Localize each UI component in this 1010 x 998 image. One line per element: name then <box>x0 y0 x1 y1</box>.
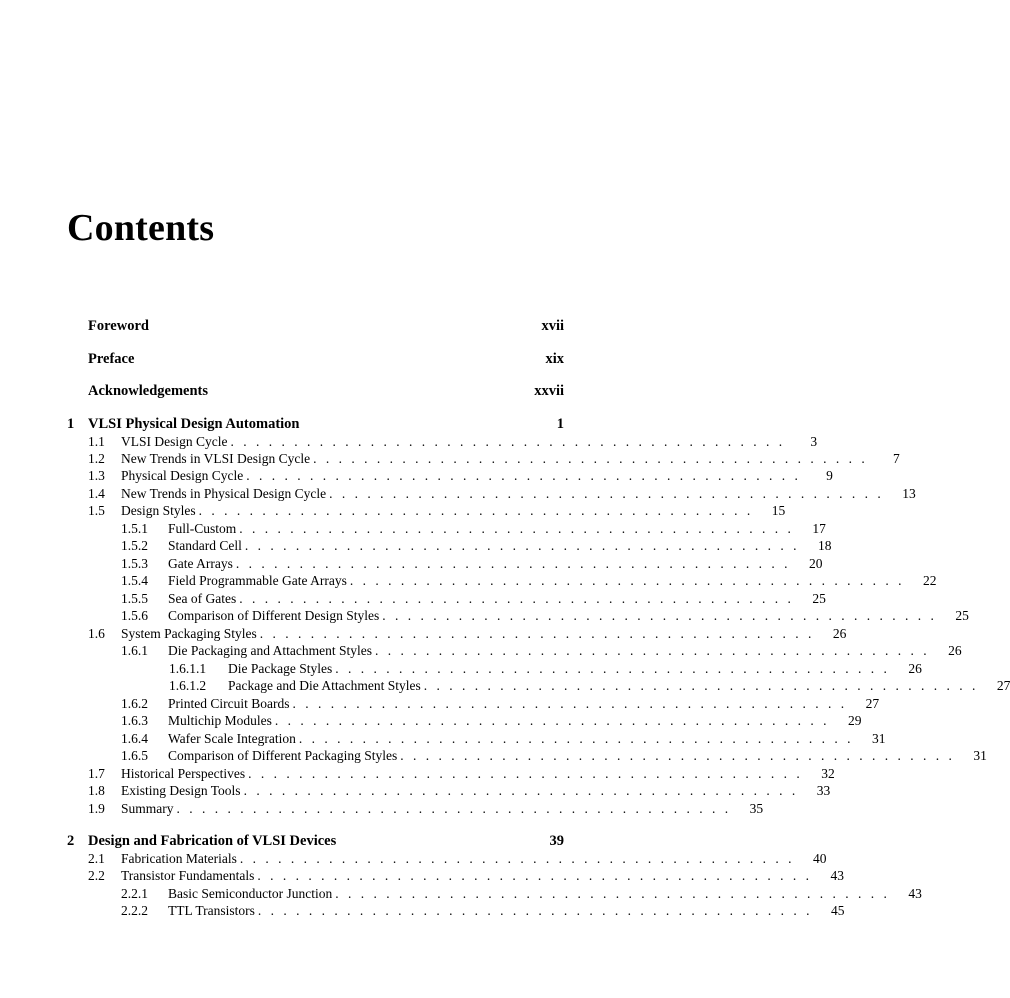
toc-entry-number: 1.5.1 <box>121 521 148 536</box>
toc-entry[interactable] <box>121 573 937 590</box>
toc-entry-page: 31 <box>871 731 886 746</box>
toc-entry-page: 13 <box>902 486 916 501</box>
toc-entry-page: 26 <box>908 661 922 676</box>
toc-entry-title: Existing Design Tools <box>121 783 241 798</box>
toc-entry-title: TTL Transistors <box>168 903 255 918</box>
toc-dot-leader: . . . . . . . . . . . . . . . . . . . . . . . . . . . . . . . . . . . . . . . . . . . . <box>239 851 795 866</box>
toc-front-page: xvii <box>541 318 564 334</box>
toc-dot-leader: . . . . . . . . . . . . . . . . . . . . . . . . . . . . . . . . . . . . . . . . . . . . <box>230 434 786 449</box>
toc-entry-title: New Trends in Physical Design Cycle <box>121 486 327 501</box>
toc-chapter-title: Design and Fabrication of VLSI Devices <box>88 833 337 849</box>
toc-entry-number: 2.1 <box>88 851 105 866</box>
toc-entry-number: 1.5 <box>88 503 105 518</box>
toc-entry[interactable] <box>121 556 823 573</box>
toc-entry-page: 31 <box>973 748 987 763</box>
toc-entry-page: 32 <box>821 766 835 781</box>
toc-entry-title: Die Packaging and Attachment Styles <box>168 643 372 658</box>
toc-entry-page: 3 <box>810 434 818 449</box>
toc-entry[interactable] <box>121 731 886 748</box>
toc-entry-page: 27 <box>996 678 1010 693</box>
toc-dot-leader: . . . . . . . . . . . . . . . . . . . . . . . . . . . . . . . . . . . . . . . . . . . . <box>239 521 794 536</box>
toc-dot-leader: . . . . . . . . . . . . . . . . . . . . . . . . . . . . . . . . . . . . . . . . . . . . <box>257 868 813 883</box>
toc-dot-leader: . . . . . . . . . . . . . . . . . . . . . . . . . . . . . . . . . . . . . . . . . . . . <box>259 626 815 641</box>
toc-entry-number: 1.8 <box>88 783 105 798</box>
toc-front-title: Acknowledgements <box>88 383 209 399</box>
toc-front-acknowledgements[interactable] <box>88 383 564 400</box>
toc-entry-number: 1.6.1.1 <box>169 661 207 676</box>
toc-entry-page: 26 <box>832 626 847 641</box>
toc-entry-page: 40 <box>812 851 827 866</box>
toc-dot-leader: . . . . . . . . . . . . . . . . . . . . . . . . . . . . . . . . . . . . . . . . . . . . <box>335 661 890 676</box>
toc-entry-page: 15 <box>771 503 786 518</box>
toc-entry-title: Sea of Gates <box>168 591 237 606</box>
toc-entry[interactable] <box>88 783 831 800</box>
toc-entry-page: 22 <box>922 573 937 588</box>
toc-front-page: xix <box>545 351 564 367</box>
toc-dot-leader: . . . . . . . . . . . . . . . . . . . . . . . . . . . . . . . . . . . . . . . . . . . . <box>244 538 800 553</box>
toc-chapter-number: 2 <box>67 833 75 849</box>
toc-entry[interactable] <box>121 903 845 920</box>
toc-entry-title: Gate Arrays <box>168 556 233 571</box>
toc-chapter-number: 1 <box>67 416 75 432</box>
toc-dot-leader: . . . . . . . . . . . . . . . . . . . . . . . . . . . . . . . . . . . . . . . . . . . . <box>176 801 732 816</box>
toc-entry[interactable] <box>121 748 987 765</box>
toc-dot-leader: . . . . . . . . . . . . . . . . . . . . . . . . . . . . . . . . . . . . . . . . . . . . <box>248 766 803 781</box>
toc-entry-page: 43 <box>830 868 845 883</box>
toc-entry-page: 35 <box>749 801 764 816</box>
toc-dot-leader: . . . . . . . . . . . . . . . . . . . . . . . . . . . . . . . . . . . . . . . . . . . . <box>246 468 801 483</box>
toc-entry-page: 27 <box>865 696 880 711</box>
toc-front-page: xxvii <box>534 383 564 399</box>
toc-entry-page: 25 <box>812 591 826 606</box>
toc-front-preface[interactable] <box>88 351 564 368</box>
toc-entry-number: 1.6.1.2 <box>169 678 207 693</box>
toc-entry-page: 26 <box>948 643 962 658</box>
toc-entry[interactable] <box>88 434 818 451</box>
toc-entry[interactable] <box>121 521 826 538</box>
toc-entry[interactable] <box>88 468 833 485</box>
toc-entry[interactable] <box>88 766 835 783</box>
toc-entry[interactable] <box>121 538 832 555</box>
toc-chapter-page: 39 <box>549 833 564 849</box>
toc-entry-title: Comparison of Different Design Styles <box>168 608 380 623</box>
toc-dot-leader: . . . . . . . . . . . . . . . . . . . . . . . . . . . . . . . . . . . . . . . . . . . . <box>198 503 754 518</box>
toc-entry-title: Multichip Modules <box>168 713 272 728</box>
toc-entry-number: 1.6.3 <box>121 713 148 728</box>
toc-entry-page: 9 <box>826 468 833 483</box>
toc-entry[interactable] <box>121 608 969 625</box>
toc-entry-number: 1.5.5 <box>121 591 148 606</box>
toc-entry-title: VLSI Design Cycle <box>121 434 228 449</box>
toc-dot-leader: . . . . . . . . . . . . . . . . . . . . . . . . . . . . . . . . . . . . . . . . . . . . <box>239 591 794 606</box>
toc-entry-title: New Trends in VLSI Design Cycle <box>121 451 311 466</box>
toc-entry-page: 33 <box>816 783 831 798</box>
toc-dot-leader: . . . . . . . . . . . . . . . . . . . . . . . . . . . . . . . . . . . . . . . . . . . . <box>274 713 830 728</box>
toc-entry-number: 1.6.4 <box>121 731 148 746</box>
toc-entry-page: 43 <box>908 886 922 901</box>
toc-entry-title: Fabrication Materials <box>121 851 237 866</box>
toc-dot-leader: . . . . . . . . . . . . . . . . . . . . . . . . . . . . . . . . . . . . . . . . . . . . <box>313 451 868 466</box>
toc-dot-leader: . . . . . . . . . . . . . . . . . . . . . . . . . . . . . . . . . . . . . . . . . . . . <box>335 886 890 901</box>
toc-dot-leader: . . . . . . . . . . . . . . . . . . . . . . . . . . . . . . . . . . . . . . . . . . . . <box>382 608 937 623</box>
toc-entry-number: 1.6.5 <box>121 748 148 763</box>
toc-entry[interactable] <box>169 678 1010 695</box>
toc-entry-number: 1.6 <box>88 626 105 641</box>
toc-entry-page: 17 <box>812 521 826 536</box>
toc-chapter-page: 1 <box>556 416 564 432</box>
toc-entry-number: 1.6.1 <box>121 643 148 658</box>
toc-entry-number: 1.6.2 <box>121 696 148 711</box>
toc-front-foreword[interactable] <box>88 318 564 335</box>
toc-dot-leader: . . . . . . . . . . . . . . . . . . . . . . . . . . . . . . . . . . . . . . . . . . . . <box>235 556 791 571</box>
toc-entry-title: Die Package Styles <box>228 661 333 676</box>
toc-entry-title: Field Programmable Gate Arrays <box>168 573 347 588</box>
page-title: Contents <box>67 207 215 249</box>
toc-entry-number: 1.3 <box>88 468 105 483</box>
toc-entry-title: Printed Circuit Boards <box>168 696 290 711</box>
toc-entry-number: 1.7 <box>88 766 105 781</box>
toc-dot-leader: . . . . . . . . . . . . . . . . . . . . . . . . . . . . . . . . . . . . . . . . . . . . <box>257 903 813 918</box>
toc-entry-number: 1.2 <box>88 451 105 466</box>
toc-dot-leader: . . . . . . . . . . . . . . . . . . . . . . . . . . . . . . . . . . . . . . . . . . . . <box>400 748 955 763</box>
toc-entry[interactable] <box>121 643 962 660</box>
toc-entry-page: 29 <box>848 713 862 728</box>
toc-chapter-2[interactable] <box>67 833 564 850</box>
toc-entry-title: Package and Die Attachment Styles <box>228 678 421 693</box>
toc-entry-number: 1.9 <box>88 801 105 816</box>
toc-entry-page: 20 <box>808 556 823 571</box>
toc-entry-title: Standard Cell <box>168 538 242 553</box>
toc-entry[interactable] <box>88 626 847 643</box>
toc-entry-number: 1.4 <box>88 486 105 501</box>
toc-front-title: Preface <box>88 351 135 367</box>
toc-entry-title: Physical Design Cycle <box>121 468 244 483</box>
toc-entry[interactable] <box>88 503 786 520</box>
toc-dot-leader: . . . . . . . . . . . . . . . . . . . . . . . . . . . . . . . . . . . . . . . . . . . . <box>349 573 905 588</box>
toc-front-title: Foreword <box>88 318 149 334</box>
toc-entry[interactable] <box>88 451 900 468</box>
toc-chapter-1[interactable] <box>67 416 564 433</box>
toc-entry-title: System Packaging Styles <box>121 626 257 641</box>
toc-entry[interactable] <box>88 851 827 868</box>
toc-entry-number: 2.2.1 <box>121 886 148 901</box>
toc-entry-title: Design Styles <box>121 503 196 518</box>
toc-entry-number: 1.5.3 <box>121 556 148 571</box>
toc-entry-title: Summary <box>121 801 174 816</box>
toc-dot-leader: . . . . . . . . . . . . . . . . . . . . . . . . . . . . . . . . . . . . . . . . . . . . <box>423 678 979 693</box>
toc-entry[interactable] <box>88 868 845 885</box>
toc-dot-leader: . . . . . . . . . . . . . . . . . . . . . . . . . . . . . . . . . . . . . . . . . . . . <box>329 486 884 501</box>
toc-entry-number: 2.2 <box>88 868 105 883</box>
toc-entry-page: 18 <box>818 538 832 553</box>
toc-entry-title: Comparison of Different Packaging Styles <box>168 748 398 763</box>
toc-entry[interactable] <box>169 661 922 678</box>
toc-entry-number: 1.5.2 <box>121 538 148 553</box>
toc-entry-title: Wafer Scale Integration <box>168 731 296 746</box>
toc-dot-leader: . . . . . . . . . . . . . . . . . . . . . . . . . . . . . . . . . . . . . . . . . . . . <box>243 783 799 798</box>
toc-entry[interactable] <box>88 486 916 503</box>
toc-dot-leader: . . . . . . . . . . . . . . . . . . . . . . . . . . . . . . . . . . . . . . . . . . . . <box>374 643 930 658</box>
toc-entry-number: 1.5.4 <box>121 573 148 588</box>
toc-entry-page: 25 <box>955 608 969 623</box>
toc-entry[interactable] <box>121 591 826 608</box>
toc-entry-title: Basic Semiconductor Junction <box>168 886 333 901</box>
toc-entry-page: 7 <box>893 451 900 466</box>
toc-entry-title: Historical Perspectives <box>121 766 246 781</box>
toc-dot-leader: . . . . . . . . . . . . . . . . . . . . . . . . . . . . . . . . . . . . . . . . . . . . <box>292 696 848 711</box>
toc-entry-page: 45 <box>831 903 845 918</box>
toc-entry[interactable] <box>121 713 862 730</box>
toc-entry[interactable] <box>88 801 764 818</box>
toc-entry-number: 2.2.2 <box>121 903 148 918</box>
toc-entry[interactable] <box>121 696 880 713</box>
toc-entry-number: 1.1 <box>88 434 105 449</box>
toc-entry-title: Transistor Fundamentals <box>121 868 255 883</box>
toc-dot-leader: . . . . . . . . . . . . . . . . . . . . . . . . . . . . . . . . . . . . . . . . . . . . <box>298 731 854 746</box>
toc-chapter-title: VLSI Physical Design Automation <box>88 416 300 432</box>
toc-entry-number: 1.5.6 <box>121 608 148 623</box>
toc-entry-title: Full-Custom <box>168 521 237 536</box>
toc-entry[interactable] <box>121 886 922 903</box>
